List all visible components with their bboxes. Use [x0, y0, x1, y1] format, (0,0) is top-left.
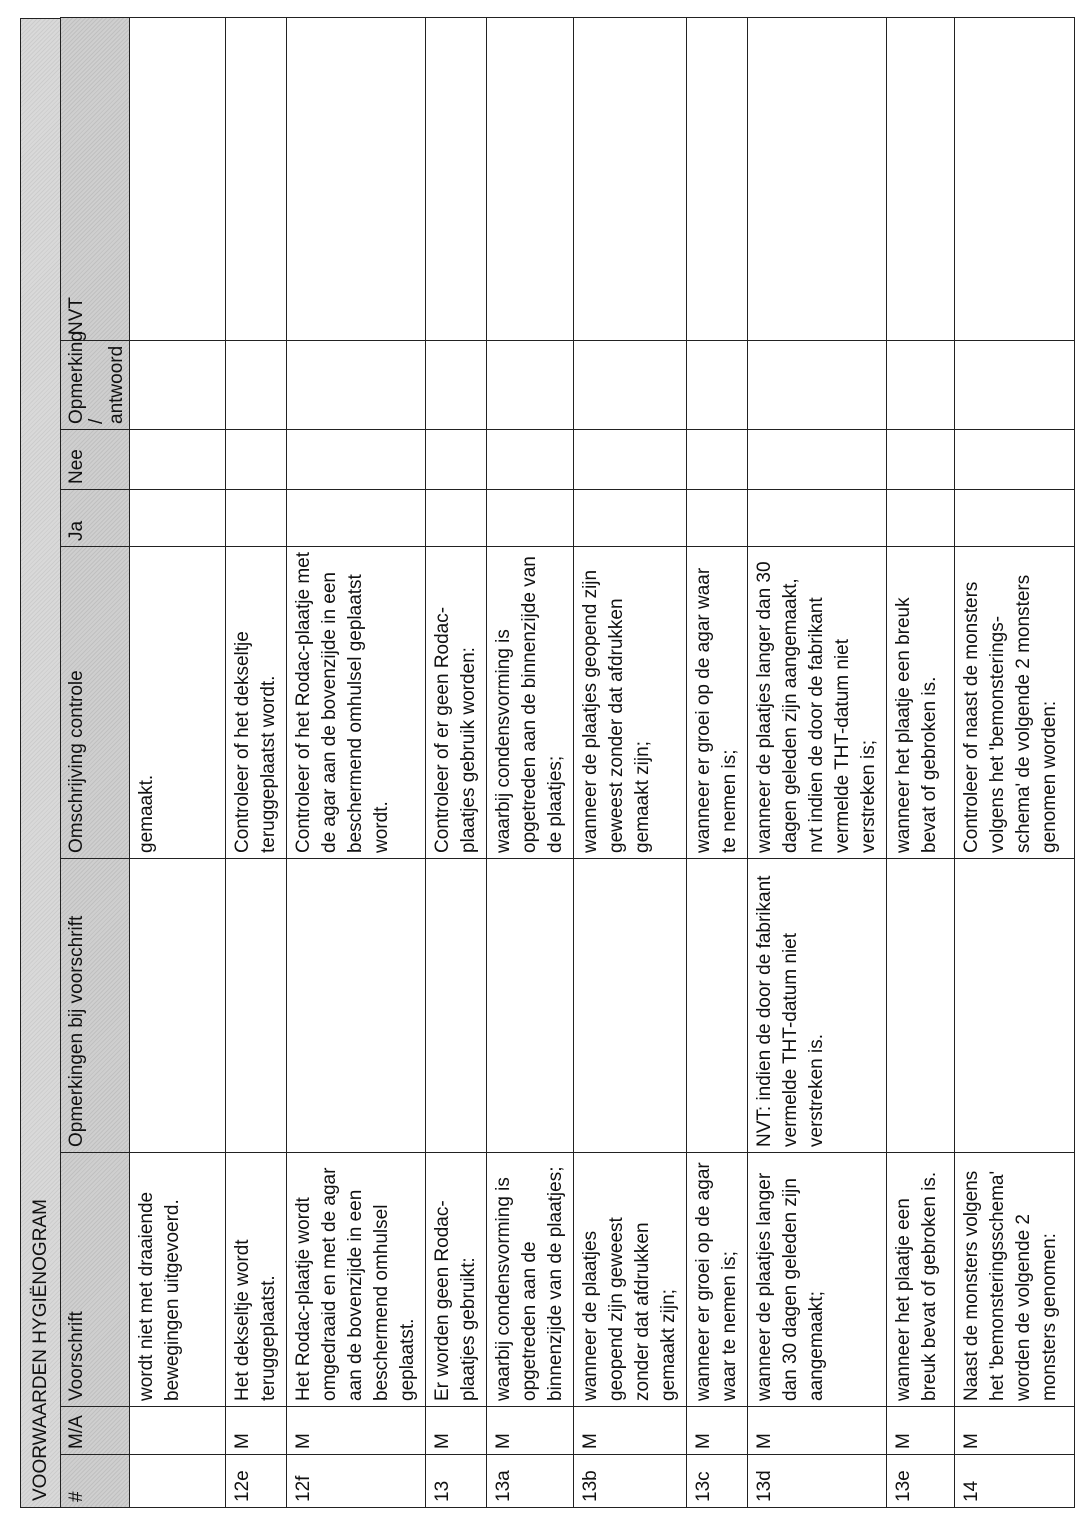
row-opmerkingen	[887, 859, 955, 1153]
ja-checkbox-cell[interactable]	[955, 490, 1075, 547]
header-ja: Ja	[61, 490, 130, 547]
row-opmerkingen	[287, 859, 426, 1153]
header-omschrijving: Omschrijving controle	[61, 547, 130, 859]
row-opmerkingen	[955, 859, 1075, 1153]
row-voorschrift: Er worden geen Rodac-plaatjes gebruikt:	[426, 1153, 487, 1407]
ja-checkbox-cell[interactable]	[226, 490, 287, 547]
row-voorschrift: Naast de monsters volgens het 'bemonsteringsschema' worden de volgende 2 monsters genomen:	[955, 1153, 1075, 1407]
nvt-checkbox-cell[interactable]	[287, 18, 426, 341]
ja-checkbox-cell[interactable]	[574, 490, 687, 547]
row-omschrijving: Controleer of naast de monsters volgens het 'bemonsterings-schema' de volgende 2 monsters genomen worden:	[955, 547, 1075, 859]
row-voorschrift: waarbij condensvorming is opgetreden aan de binnenzijde van de plaatjes;	[487, 1153, 574, 1407]
nvt-checkbox-cell[interactable]	[487, 18, 574, 341]
ja-checkbox-cell[interactable]	[426, 490, 487, 547]
ja-checkbox-cell[interactable]	[487, 490, 574, 547]
nvt-checkbox-cell[interactable]	[130, 18, 226, 341]
table-row	[887, 18, 955, 1508]
nee-checkbox-cell[interactable]	[955, 430, 1075, 490]
row-omschrijving: Controleer of er geen Rodac-plaatjes gebruik worden:	[426, 547, 487, 859]
row-omschrijving: gemaakt.	[130, 547, 226, 859]
row-omschrijving: Controleer of het dekseltje teruggeplaatst wordt.	[226, 547, 287, 859]
row-ma: M	[748, 1407, 887, 1455]
rotated-page	[20, 18, 1060, 1508]
opmerking-answer-cell[interactable]	[574, 341, 687, 430]
row-omschrijving: waarbij condensvorming is opgetreden aan de binnenzijde van de plaatjes;	[487, 547, 574, 859]
nee-checkbox-cell[interactable]	[426, 430, 487, 490]
row-opmerkingen	[226, 859, 287, 1153]
nvt-checkbox-cell[interactable]	[887, 18, 955, 341]
row-voorschrift: wanneer het plaatje een breuk bevat of gebroken is.	[887, 1153, 955, 1407]
ja-checkbox-cell[interactable]	[748, 490, 887, 547]
row-opmerkingen: NVT: indien de door de fabrikant vermelde THT-datum niet verstreken is.	[748, 859, 887, 1153]
opmerking-answer-cell[interactable]	[130, 341, 226, 430]
header-opmerkingen: Opmerkingen bij voorschrift	[61, 859, 130, 1153]
row-number	[130, 1455, 226, 1508]
row-omschrijving: wanneer er groei op de agar waar te nemen is;	[687, 547, 748, 859]
row-number: 12e	[226, 1455, 287, 1508]
ja-checkbox-cell[interactable]	[887, 490, 955, 547]
ja-checkbox-cell[interactable]	[287, 490, 426, 547]
row-voorschrift: wanneer de plaatjes langer dan 30 dagen geleden zijn aangemaakt;	[748, 1153, 887, 1407]
table-row	[748, 18, 887, 1508]
nee-checkbox-cell[interactable]	[487, 430, 574, 490]
header-num: #	[61, 1455, 130, 1508]
checklist-table	[60, 17, 1075, 1508]
table-row	[574, 18, 687, 1508]
row-voorschrift: Het dekseltje wordt teruggeplaatst.	[226, 1153, 287, 1407]
opmerking-answer-cell[interactable]	[426, 341, 487, 430]
header-nvt: NVT	[61, 18, 130, 341]
opmerking-answer-cell[interactable]	[287, 341, 426, 430]
nvt-checkbox-cell[interactable]	[226, 18, 287, 341]
opmerking-answer-cell[interactable]	[748, 341, 887, 430]
nee-checkbox-cell[interactable]	[687, 430, 748, 490]
nee-checkbox-cell[interactable]	[574, 430, 687, 490]
opmerking-answer-cell[interactable]	[955, 341, 1075, 430]
nee-checkbox-cell[interactable]	[130, 430, 226, 490]
nvt-checkbox-cell[interactable]	[574, 18, 687, 341]
table-row	[687, 18, 748, 1508]
row-ma: M	[574, 1407, 687, 1455]
opmerking-answer-cell[interactable]	[487, 341, 574, 430]
header-row	[61, 18, 130, 1508]
row-number: 13b	[574, 1455, 687, 1508]
row-opmerkingen	[130, 859, 226, 1153]
row-ma	[130, 1407, 226, 1455]
row-voorschrift: wanneer de plaatjes geopend zijn geweest zonder dat afdrukken gemaakt zijn;	[574, 1153, 687, 1407]
table-row	[426, 18, 487, 1508]
row-number: 13d	[748, 1455, 887, 1508]
table-row	[226, 18, 287, 1508]
row-ma: M	[287, 1407, 426, 1455]
row-ma: M	[955, 1407, 1075, 1455]
row-voorschrift: Het Rodac-plaatje wordt omgedraaid en met de agar aan de bovenzijde in een beschermend omhulsel geplaatst.	[287, 1153, 426, 1407]
table-row	[955, 18, 1075, 1508]
table-row	[287, 18, 426, 1508]
table-row	[487, 18, 574, 1508]
row-ma: M	[687, 1407, 748, 1455]
row-voorschrift: wordt niet met draaiende bewegingen uitgevoerd.	[130, 1153, 226, 1407]
nvt-checkbox-cell[interactable]	[748, 18, 887, 341]
opmerking-answer-cell[interactable]	[887, 341, 955, 430]
nee-checkbox-cell[interactable]	[887, 430, 955, 490]
row-opmerkingen	[574, 859, 687, 1153]
row-number: 14	[955, 1455, 1075, 1508]
row-number: 13	[426, 1455, 487, 1508]
row-omschrijving: wanneer de plaatjes langer dan 30 dagen geleden zijn aangemaakt, nvt indien de door de fabrikant vermelde THT-datum niet verstreken is;	[748, 547, 887, 859]
row-opmerkingen	[487, 859, 574, 1153]
nee-checkbox-cell[interactable]	[287, 430, 426, 490]
row-ma: M	[487, 1407, 574, 1455]
row-opmerkingen	[426, 859, 487, 1153]
row-number: 13e	[887, 1455, 955, 1508]
row-number: 12f	[287, 1455, 426, 1508]
row-omschrijving: wanneer het plaatje een breuk bevat of gebroken is.	[887, 547, 955, 859]
table-row	[130, 18, 226, 1508]
opmerking-answer-cell[interactable]	[226, 341, 287, 430]
header-ma: M/A	[61, 1407, 130, 1455]
row-omschrijving: wanneer de plaatjes geopend zijn geweest zonder dat afdrukken gemaakt zijn;	[574, 547, 687, 859]
row-number: 13c	[687, 1455, 748, 1508]
nvt-checkbox-cell[interactable]	[426, 18, 487, 341]
header-opmerking: Opmerking / antwoord	[61, 341, 130, 430]
row-ma: M	[887, 1407, 955, 1455]
document-title: VOORWAARDEN HYGIËNOGRAM	[20, 18, 60, 1508]
header-voorschrift: Voorschrift	[61, 1153, 130, 1407]
row-omschrijving: Controleer of het Rodac-plaatje met de agar aan de bovenzijde in een beschermend omhulsel geplaatst wordt.	[287, 547, 426, 859]
row-ma: M	[426, 1407, 487, 1455]
opmerking-answer-cell[interactable]	[687, 341, 748, 430]
nee-checkbox-cell[interactable]	[748, 430, 887, 490]
row-opmerkingen	[687, 859, 748, 1153]
ja-checkbox-cell[interactable]	[687, 490, 748, 547]
ja-checkbox-cell[interactable]	[130, 490, 226, 547]
nvt-checkbox-cell[interactable]	[955, 18, 1075, 341]
row-ma: M	[226, 1407, 287, 1455]
row-number: 13a	[487, 1455, 574, 1508]
row-voorschrift: wanneer er groei op de agar waar te nemen is;	[687, 1153, 748, 1407]
nee-checkbox-cell[interactable]	[226, 430, 287, 490]
header-nee: Nee	[61, 430, 130, 490]
nvt-checkbox-cell[interactable]	[687, 18, 748, 341]
